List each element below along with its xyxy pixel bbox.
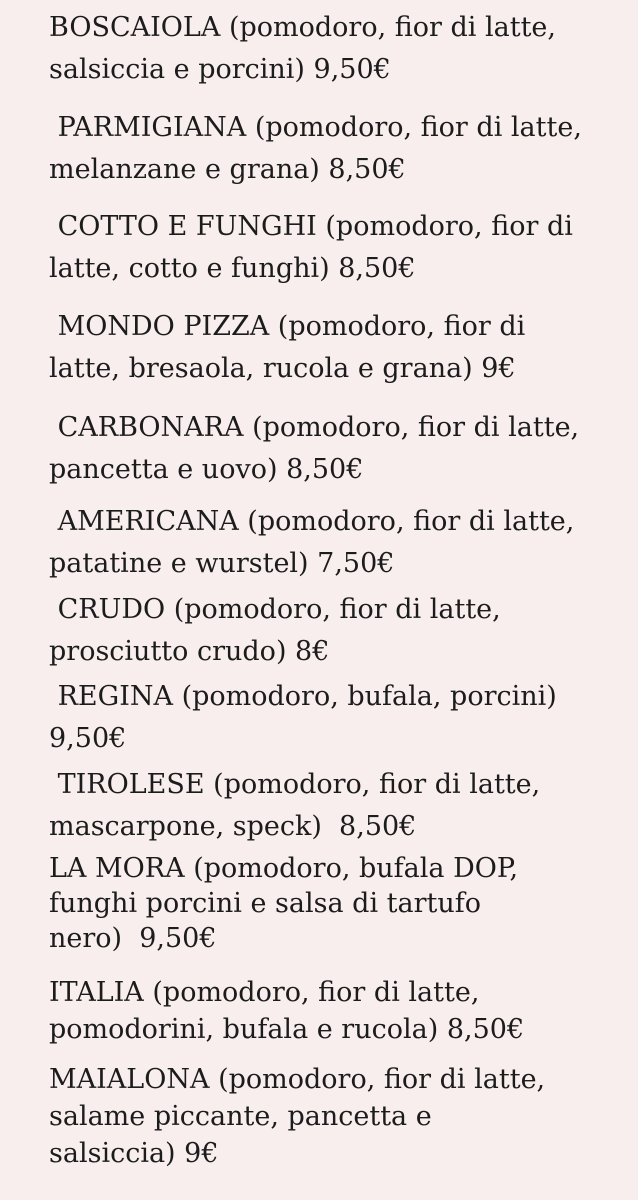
menu-item-cotto-e-funghi [49, 206, 609, 290]
menu-item-line: CARBONARA (pomodoro, fior di latte, [49, 412, 580, 443]
menu-item-line: pancetta e uovo) 8,50€ [49, 454, 364, 485]
menu-item-line: salsiccia e porcini) 9,50€ [49, 54, 391, 85]
menu-item-line: salame piccante, pancetta e [49, 1101, 432, 1132]
menu-item-line: TIROLESE (pomodoro, fior di latte, [49, 769, 541, 800]
menu-item-line: REGINA (pomodoro, bufala, porcini) [49, 681, 557, 712]
menu-item-line: latte, bresaola, rucola e grana) 9€ [49, 353, 516, 384]
menu-item-americana [49, 501, 609, 585]
menu-item-line: PARMIGIANA (pomodoro, fior di latte, [49, 112, 582, 143]
menu-item-crudo [49, 589, 609, 673]
menu-item-line: LA MORA (pomodoro, bufala DOP, [49, 853, 519, 884]
menu-item-line: MONDO PIZZA (pomodoro, fior di [49, 311, 526, 342]
menu-item-regina [49, 676, 609, 760]
menu-item-line: mascarpone, speck) 8,50€ [49, 811, 417, 842]
menu-item-line: melanzane e grana) 8,50€ [49, 154, 406, 185]
menu-item-line: CRUDO (pomodoro, fior di latte, [49, 594, 501, 625]
menu-item-line: MAIALONA (pomodoro, fior di latte, [49, 1064, 546, 1095]
menu-item-line: BOSCAIOLA (pomodoro, fior di latte, [49, 12, 556, 43]
menu-item-tirolese [49, 764, 609, 848]
menu-item-boscaiola [49, 7, 609, 91]
menu-item-line: funghi porcini e salsa di tartufo [49, 888, 481, 919]
menu-item-line: prosciutto crudo) 8€ [49, 636, 330, 667]
menu-item-line: COTTO E FUNGHI (pomodoro, fior di [49, 211, 573, 242]
menu-item-line: 9,50€ [49, 723, 127, 754]
menu-item-line: patatine e wurstel) 7,50€ [49, 548, 395, 579]
menu-item-la-mora [49, 851, 609, 956]
menu-item-line: pomodorini, bufala e rucola) 8,50€ [49, 1014, 525, 1045]
menu-item-line: ITALIA (pomodoro, fior di latte, [49, 977, 480, 1008]
menu-item-line: AMERICANA (pomodoro, fior di latte, [49, 506, 575, 537]
menu-item-parmigiana [49, 107, 609, 191]
menu-item-carbonara [49, 407, 609, 491]
menu-item-line: latte, cotto e funghi) 8,50€ [49, 253, 416, 284]
menu-item-italia [49, 974, 609, 1048]
menu-item-line: salsiccia) 9€ [49, 1138, 219, 1169]
menu-item-mondo-pizza [49, 306, 609, 390]
menu-item-line: nero) 9,50€ [49, 923, 217, 954]
menu-item-maialona [49, 1061, 609, 1172]
